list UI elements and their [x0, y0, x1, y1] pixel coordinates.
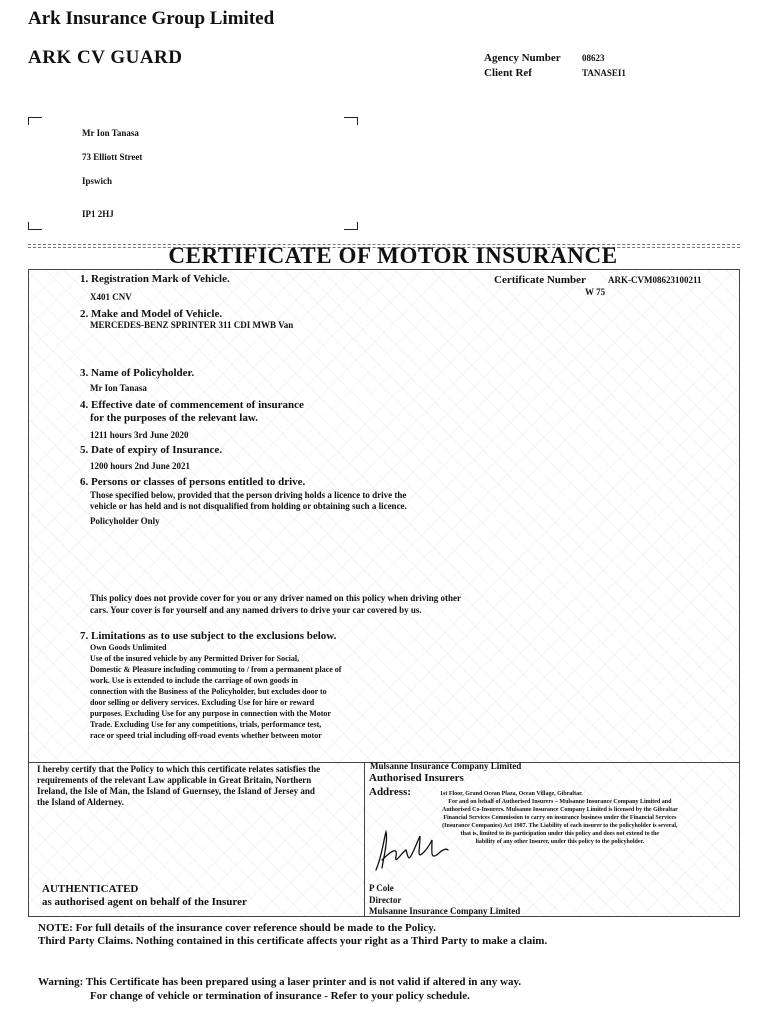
- client-ref: TANASEI1: [582, 68, 626, 78]
- section-4-label2: for the purposes of the relevant law.: [90, 412, 258, 424]
- limitations-line: Domestic & Pleasure including commuting to / from a permanent place of: [90, 665, 342, 674]
- address-line2: Ipswich: [82, 176, 113, 186]
- address-corner: [28, 222, 42, 230]
- registration-value: X401 CNV: [90, 292, 132, 302]
- third-party-note: Third Party Claims. Nothing contained in this certificate affects your right as a Third Party to make a claim.: [38, 935, 548, 947]
- driving-other-cars-notice: cars. Your cover is for yourself and any named drivers to drive your car covered by us.: [90, 605, 422, 615]
- certification-line: the Island of Alderney.: [37, 797, 125, 807]
- address-line1: 73 Elliott Street: [82, 152, 143, 162]
- policy-note: NOTE: For full details of the insurance cover reference should be made to the Policy.: [38, 922, 436, 934]
- authenticated-label: AUTHENTICATED: [42, 883, 139, 895]
- warning-note: Warning: This Certificate has been prepared using a laser printer and is not valid if altered in any way.: [38, 976, 522, 988]
- insurer-address: 1st Floor, Grand Ocean Plaza, Ocean Village, Gibraltar.: [440, 791, 583, 797]
- company-name: Ark Insurance Group Limited: [28, 8, 275, 29]
- address-corner: [344, 222, 358, 230]
- policyholder-value: Mr Ion Tanasa: [90, 383, 147, 393]
- product-name: ARK CV GUARD: [28, 47, 183, 68]
- limitations-line: purposes. Excluding Use for any purpose in connection with the Motor: [90, 709, 331, 718]
- limitations-line: race or speed trial including off-road events whether between motor: [90, 731, 322, 740]
- insurer-fine-print: [442, 798, 678, 846]
- section-3-label: 3. Name of Policyholder.: [80, 367, 195, 379]
- section-6-desc: Those specified below, provided that the person driving holds a licence to drive the: [90, 490, 407, 500]
- panel-divider: [364, 762, 365, 917]
- signatory-title: Director: [369, 895, 402, 905]
- agency-block: [484, 51, 626, 81]
- certification-statement: [37, 764, 320, 808]
- address-corner: [28, 117, 42, 125]
- agency-number: 08623: [582, 53, 605, 63]
- section-6-desc: vehicle or has held and is not disqualified from holding or obtaining such a licence.: [90, 501, 407, 511]
- certificate-sub: W 75: [585, 287, 606, 297]
- certificate-number: ARK-CVM08623100211: [608, 275, 702, 285]
- fine-print-line: For and on behalf of Authorised Insurers – Mulsanne Insurance Company Limited and: [448, 799, 672, 805]
- limitations-line: connection with the Business of the Policyholder, but excludes door to: [90, 687, 327, 696]
- section-6-label: 6. Persons or classes of persons entitled to drive.: [80, 476, 306, 488]
- section-4-label: 4. Effective date of commencement of insurance: [80, 399, 304, 411]
- certificate-number-label: Certificate Number: [494, 274, 586, 286]
- address-name: Mr Ion Tanasa: [82, 128, 139, 138]
- authorised-insurers-label: Authorised Insurers: [369, 772, 464, 784]
- section-5-label: 5. Date of expiry of Insurance.: [80, 444, 223, 456]
- client-ref-label: Client Ref: [484, 67, 532, 79]
- agency-number-label: Agency Number: [484, 52, 561, 64]
- certification-line: requirements of the relevant Law applicable in Great Britain, Northern: [37, 775, 312, 785]
- effective-date-value: 1211 hours 3rd June 2020: [90, 430, 189, 440]
- limitations-text: [90, 642, 341, 741]
- section-7-label: 7. Limitations as to use subject to the exclusions below.: [80, 630, 337, 642]
- fine-print-line: Financial Services Commission to carry on insurance business under the Financial Services: [443, 815, 677, 821]
- limitations-line: door selling or delivery services. Excluding Use for hire or reward: [90, 698, 315, 707]
- limitations-line: Use of the insured vehicle by any Permitted Driver for Social,: [90, 654, 300, 663]
- expiry-date-value: 1200 hours 2nd June 2021: [90, 461, 191, 471]
- section-2-label: 2. Make and Model of Vehicle.: [80, 308, 223, 320]
- driving-other-cars-notice: This policy does not provide cover for you or any driver named on this policy when driving other: [90, 593, 461, 603]
- certification-line: I hereby certify that the Policy to which this certificate relates satisfies the: [37, 764, 321, 774]
- authorised-agent-label: as authorised agent on behalf of the Insurer: [42, 896, 247, 908]
- limitations-line: Own Goods Unlimited: [90, 643, 167, 652]
- signature-image: [372, 826, 452, 876]
- certification-line: Ireland, the Isle of Man, the Island of Guernsey, the Island of Jersey and: [37, 786, 315, 796]
- address-postcode: IP1 2HJ: [82, 209, 114, 219]
- drivers-value: Policyholder Only: [90, 516, 160, 526]
- insurer-name: Mulsanne Insurance Company Limited: [370, 761, 522, 771]
- signatory-company: Mulsanne Insurance Company Limited: [369, 906, 521, 916]
- fine-print-line: that is, limited to its participation under this policy and does not extend to the: [460, 831, 660, 837]
- fine-print-line: liability of any other Insurer, under this policy to the policyholder.: [475, 839, 645, 845]
- change-vehicle-note: For change of vehicle or termination of insurance - Refer to your policy schedule.: [90, 990, 470, 1002]
- signatory-name: P Cole: [369, 883, 394, 893]
- limitations-line: Trade. Excluding Use for any competitions, trials, performance test,: [90, 720, 322, 729]
- limitations-line: work. Use is extended to include the carriage of own goods in: [90, 676, 298, 685]
- certificate-title: CERTIFICATE OF MOTOR INSURANCE: [168, 243, 618, 268]
- address-corner: [344, 117, 358, 125]
- fine-print-line: (Insurance Companies) Act 1987. The Liability of each insurer to the policyholder is several,: [442, 823, 678, 829]
- make-model-value: MERCEDES-BENZ SPRINTER 311 CDI MWB Van: [90, 320, 294, 330]
- address-label: Address:: [369, 786, 411, 798]
- fine-print-line: Authorised Co-Insurers. Mulsanne Insurance Company Limited is licensed by the Gibraltar: [442, 807, 678, 813]
- section-1-label: 1. Registration Mark of Vehicle.: [80, 273, 230, 285]
